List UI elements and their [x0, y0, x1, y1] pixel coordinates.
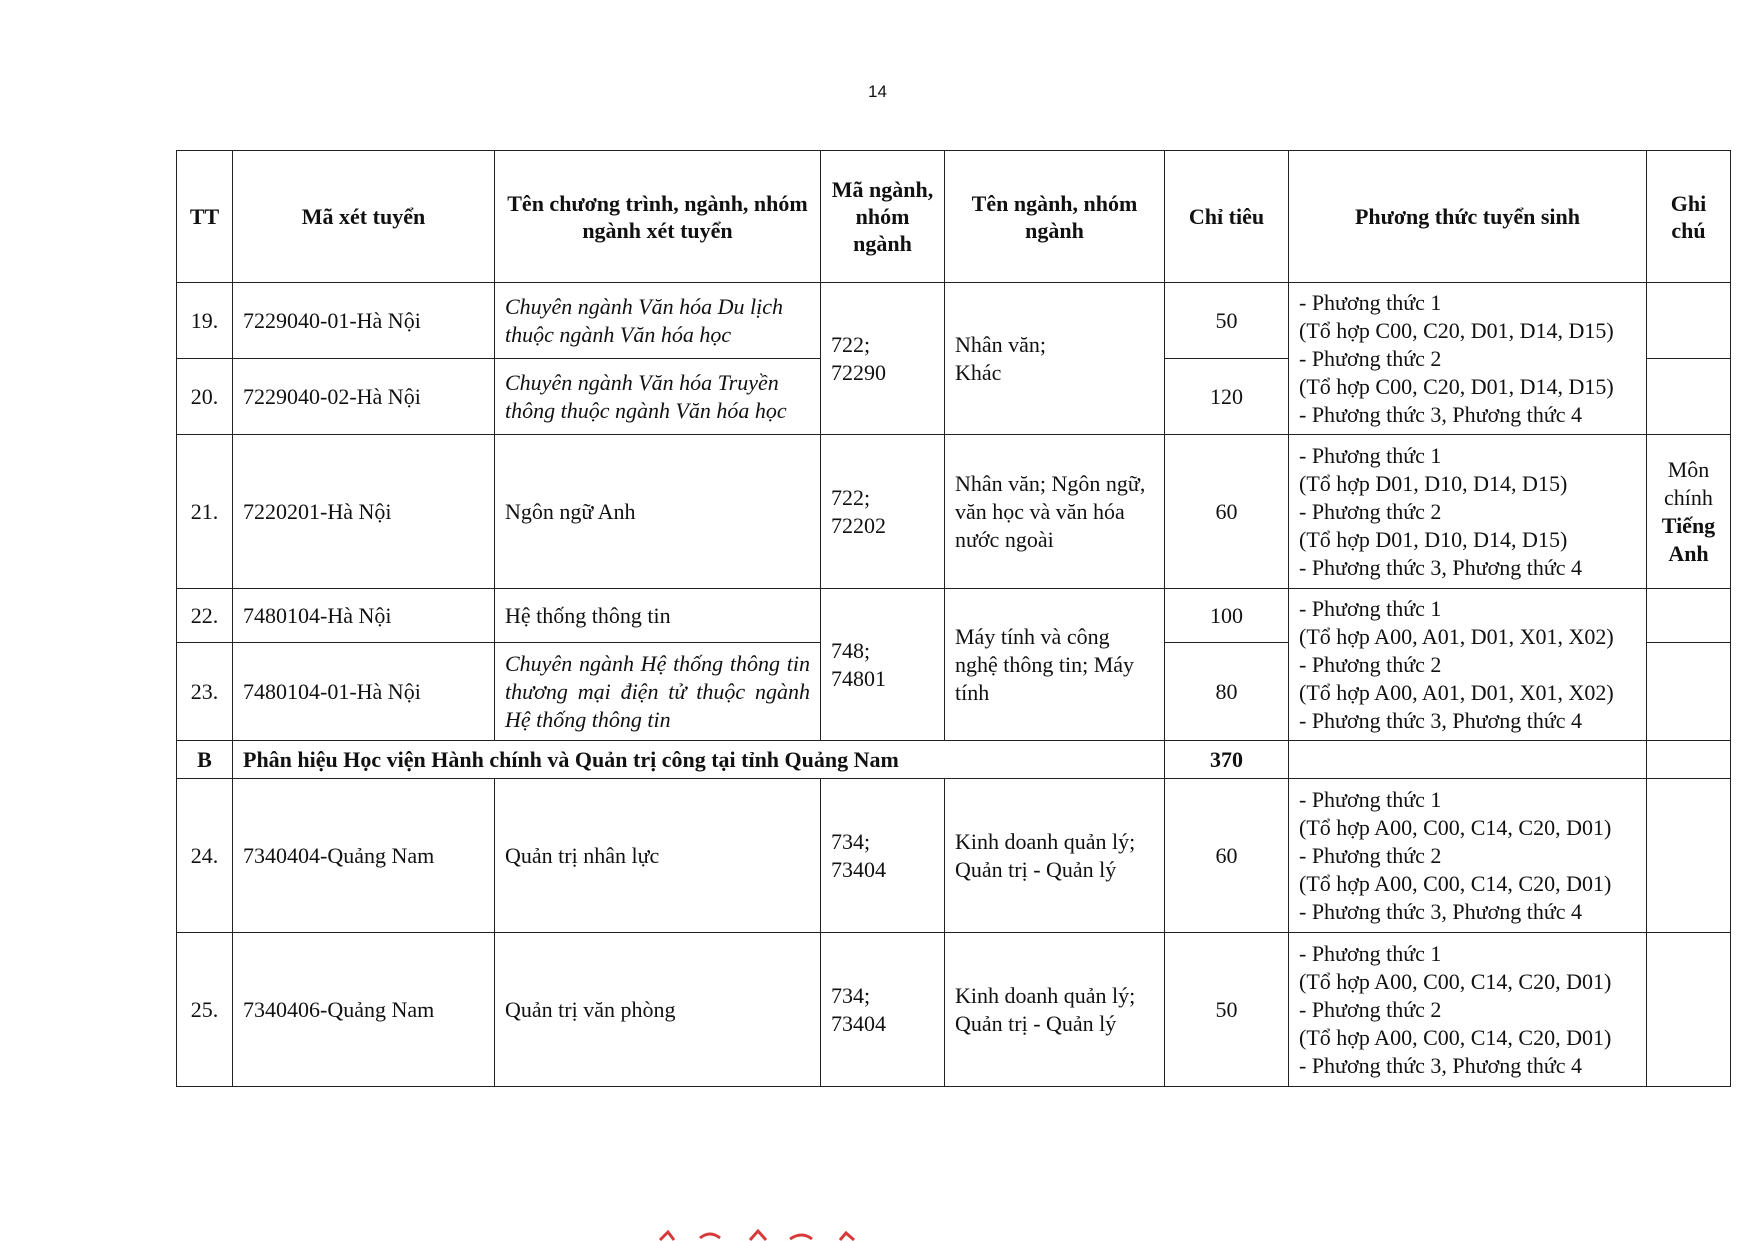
method-line: (Tổ hợp D01, D10, D14, D15): [1299, 470, 1568, 496]
section-quota: 370: [1165, 741, 1289, 779]
field-name-cell: Nhân văn; Ngôn ngữ, văn học và văn hóa nước ngoài: [945, 435, 1165, 589]
row-program: Ngôn ngữ Anh: [495, 435, 821, 589]
row-code: 7480104-01-Hà Nội: [233, 643, 495, 741]
header-tt: TT: [177, 151, 233, 283]
field-name-line: Kinh doanh quản lý;: [955, 982, 1136, 1008]
page-number: 14: [868, 82, 887, 101]
method-line: (Tổ hợp C00, C20, D01, D14, D15): [1299, 317, 1614, 343]
table-row: [177, 589, 1731, 643]
header-quota: Chỉ tiêu: [1165, 151, 1289, 283]
field-name-line: Quản trị - Quản lý: [955, 1010, 1117, 1036]
method-line: - Phương thức 2: [1299, 498, 1442, 524]
method-line: (Tổ hợp C00, C20, D01, D14, D15): [1299, 373, 1614, 399]
method-line: - Phương thức 2: [1299, 345, 1442, 371]
row-program: Hệ thống thông tin: [495, 589, 821, 643]
row-program: Chuyên ngành Văn hóa Du lịch thuộc ngành Văn hóa học: [495, 283, 821, 359]
header-row: [177, 151, 1731, 283]
method-cell: [1289, 589, 1647, 741]
row-tt: 25.: [177, 933, 233, 1087]
table-row: [177, 933, 1731, 1087]
row-tt: 22.: [177, 589, 233, 643]
row-code: 7340406-Quảng Nam: [233, 933, 495, 1087]
method-line: (Tổ hợp A00, C00, C14, C20, D01): [1299, 968, 1612, 994]
row-tt: 19.: [177, 283, 233, 359]
method-line: - Phương thức 2: [1299, 842, 1442, 868]
field-name-line: Kinh doanh quản lý;: [955, 828, 1136, 854]
header-field-name: Tên ngành, nhóm ngành: [945, 151, 1165, 283]
field-name-line: Khác: [955, 359, 1002, 385]
section-row: [177, 741, 1731, 779]
row-quota: 100: [1165, 589, 1289, 643]
field-name-line: Quản trị - Quản lý: [955, 856, 1117, 882]
header-note: Ghi chú: [1647, 151, 1731, 283]
field-name-cell: [945, 779, 1165, 933]
method-line: - Phương thức 1: [1299, 786, 1442, 812]
field-code-line: 73404: [831, 1010, 886, 1036]
row-program: Quản trị văn phòng: [495, 933, 821, 1087]
method-line: (Tổ hợp D01, D10, D14, D15): [1299, 526, 1568, 552]
row-tt: 23.: [177, 643, 233, 741]
row-code: 7340404-Quảng Nam: [233, 779, 495, 933]
row-code: 7220201-Hà Nội: [233, 435, 495, 589]
field-code-line: 748;: [831, 637, 871, 663]
field-code-cell: [821, 435, 945, 589]
header-program: Tên chương trình, ngành, nhóm ngành xét tuyển: [495, 151, 821, 283]
row-tt: 21.: [177, 435, 233, 589]
note-cell: [1647, 283, 1731, 359]
note-line: Môn: [1667, 456, 1710, 482]
row-quota: 120: [1165, 359, 1289, 435]
note-line: chính: [1664, 484, 1713, 510]
method-line: - Phương thức 2: [1299, 996, 1442, 1022]
field-code-line: 73404: [831, 856, 886, 882]
field-code-line: 722;: [831, 484, 871, 510]
field-name-cell: [945, 283, 1165, 435]
method-cell: [1289, 435, 1647, 589]
table-row: [177, 435, 1731, 589]
row-quota: 50: [1165, 933, 1289, 1087]
header-field-code: Mã ngành, nhóm ngành: [821, 151, 945, 283]
note-line: Anh: [1668, 540, 1709, 566]
row-tt: 20.: [177, 359, 233, 435]
method-line: (Tổ hợp A00, A01, D01, X01, X02): [1299, 623, 1614, 649]
method-line: - Phương thức 1: [1299, 442, 1442, 468]
field-code-cell: [821, 283, 945, 435]
section-title: Phân hiệu Học viện Hành chính và Quản trị công tại tỉnh Quảng Nam: [233, 741, 1165, 779]
row-code: 7480104-Hà Nội: [233, 589, 495, 643]
field-code-line: 734;: [831, 982, 871, 1008]
note-cell: [1647, 933, 1731, 1087]
section-method-cell: [1289, 741, 1647, 779]
method-line: - Phương thức 3, Phương thức 4: [1299, 707, 1583, 733]
note-cell: [1647, 435, 1731, 589]
row-code: 7229040-02-Hà Nội: [233, 359, 495, 435]
method-line: (Tổ hợp A00, C00, C14, C20, D01): [1299, 870, 1612, 896]
row-quota: 80: [1165, 643, 1289, 741]
method-line: - Phương thức 2: [1299, 651, 1442, 677]
row-quota: 50: [1165, 283, 1289, 359]
admission-table: [176, 150, 1731, 1087]
field-code-line: 72202: [831, 512, 886, 538]
note-cell: [1647, 741, 1731, 779]
field-code-cell: [821, 933, 945, 1087]
table-row: [177, 779, 1731, 933]
note-line: Tiếng: [1661, 512, 1716, 538]
method-cell: [1289, 933, 1647, 1087]
method-line: - Phương thức 3, Phương thức 4: [1299, 1052, 1583, 1078]
field-code-cell: [821, 779, 945, 933]
header-code: Mã xét tuyển: [233, 151, 495, 283]
method-cell: [1289, 283, 1647, 435]
method-line: - Phương thức 1: [1299, 595, 1442, 621]
row-program: Chuyên ngành Hệ thống thông tin thương mại điện tử thuộc ngành Hệ thống thông tin: [495, 643, 821, 741]
method-cell: [1289, 779, 1647, 933]
field-name-cell: Máy tính và công nghệ thông tin; Máy tính: [945, 589, 1165, 741]
section-label: B: [177, 741, 233, 779]
row-program: Quản trị nhân lực: [495, 779, 821, 933]
method-line: (Tổ hợp A00, A01, D01, X01, X02): [1299, 679, 1614, 705]
note-cell: [1647, 359, 1731, 435]
field-name-cell: [945, 933, 1165, 1087]
method-line: - Phương thức 1: [1299, 289, 1442, 315]
method-line: - Phương thức 3, Phương thức 4: [1299, 401, 1583, 427]
row-quota: 60: [1165, 779, 1289, 933]
row-quota: 60: [1165, 435, 1289, 589]
method-line: - Phương thức 3, Phương thức 4: [1299, 554, 1583, 580]
method-line: (Tổ hợp A00, C00, C14, C20, D01): [1299, 1024, 1612, 1050]
header-method: Phương thức tuyển sinh: [1289, 151, 1647, 283]
method-line: - Phương thức 3, Phương thức 4: [1299, 898, 1583, 924]
field-code-line: 74801: [831, 665, 886, 691]
note-cell: [1647, 643, 1731, 741]
note-cell: [1647, 779, 1731, 933]
red-stamp-fragment: [640, 1228, 920, 1241]
field-code-cell: [821, 589, 945, 741]
field-code-line: 734;: [831, 828, 871, 854]
field-code-line: 72290: [831, 359, 886, 385]
row-program: Chuyên ngành Văn hóa Truyền thông thuộc ngành Văn hóa học: [495, 359, 821, 435]
row-code: 7229040-01-Hà Nội: [233, 283, 495, 359]
row-tt: 24.: [177, 779, 233, 933]
note-cell: [1647, 589, 1731, 643]
method-line: (Tổ hợp A00, C00, C14, C20, D01): [1299, 814, 1612, 840]
field-name-line: Nhân văn;: [955, 331, 1047, 357]
field-code-line: 722;: [831, 331, 871, 357]
method-line: - Phương thức 1: [1299, 940, 1442, 966]
table-row: [177, 283, 1731, 359]
